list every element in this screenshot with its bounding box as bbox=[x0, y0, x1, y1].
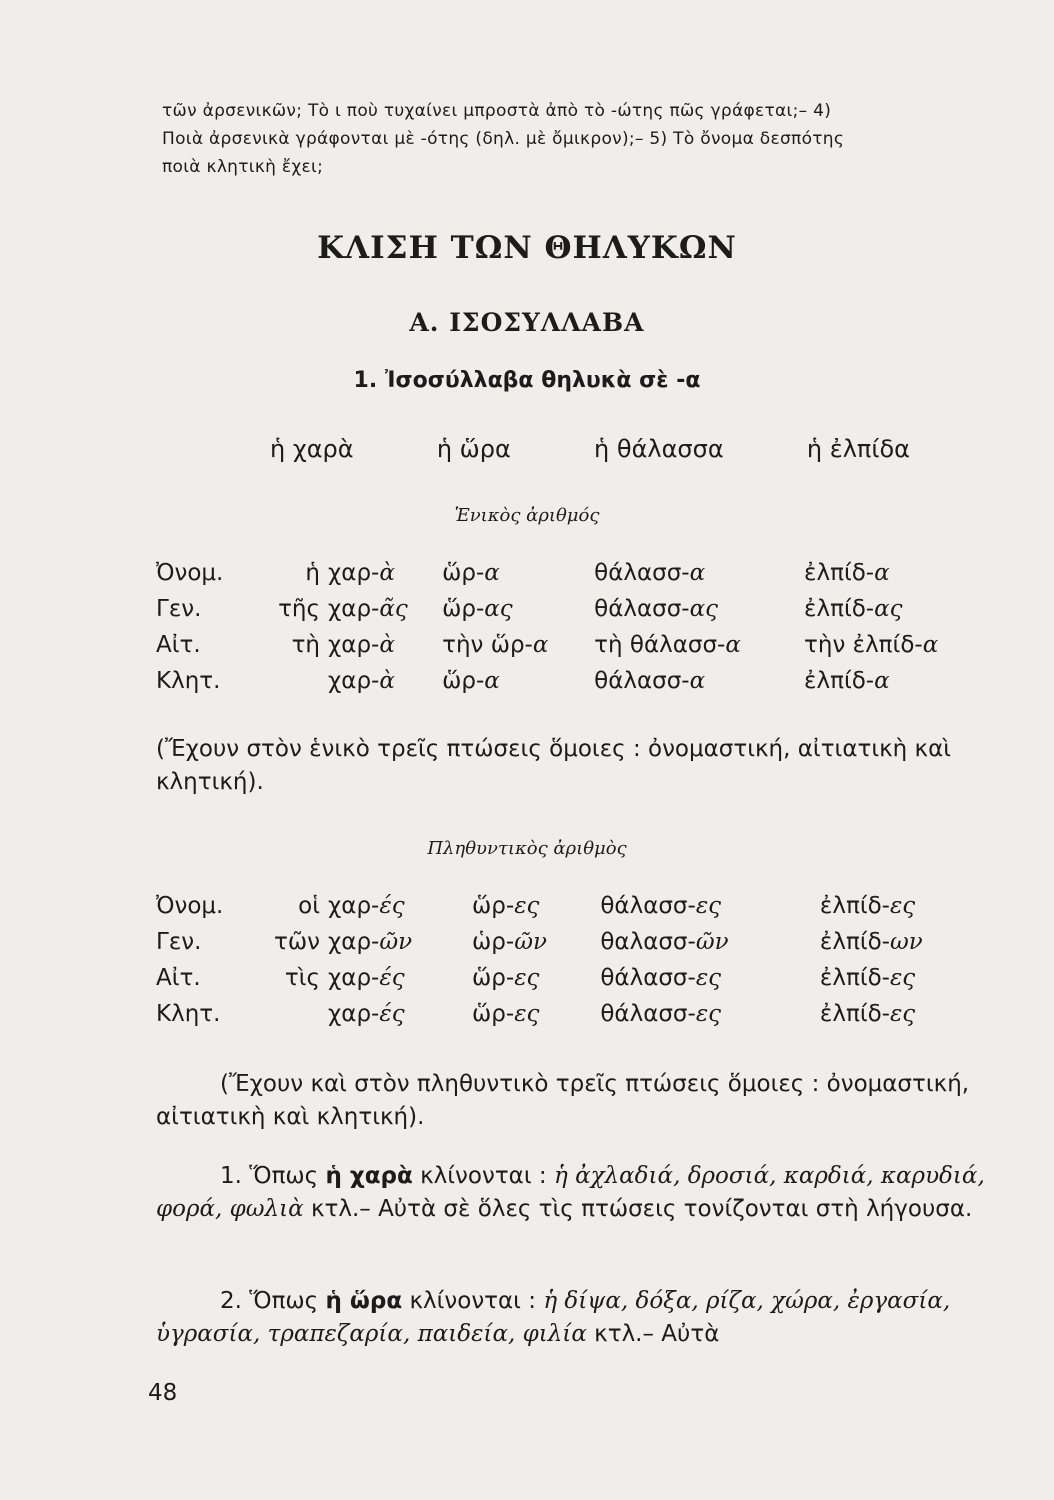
form-col-2 bbox=[442, 627, 594, 663]
stem: θάλασσ- bbox=[600, 1001, 696, 1027]
plural-table bbox=[156, 888, 996, 1032]
case-label: Ὀνομ. bbox=[156, 893, 224, 919]
stem: ἐλπίδ- bbox=[819, 929, 890, 955]
ending: ες bbox=[514, 1001, 540, 1027]
rule-model: ἡ χαρὰ bbox=[325, 1163, 413, 1189]
rule-paragraph-2 bbox=[156, 1285, 986, 1351]
rule-tail: κτλ.– Αὐτὰ bbox=[594, 1321, 720, 1347]
plural-note: (Ἔχουν καὶ στὸν πληθυντικὸ τρεῖς πτώσεις ὅμοιες : ὀνομαστική, αἰτιατικὴ καὶ κλητική). bbox=[156, 1071, 970, 1130]
declension-row bbox=[156, 996, 996, 1032]
ending: α bbox=[874, 560, 890, 586]
ending: ες bbox=[889, 1001, 916, 1027]
form-col-3 bbox=[594, 663, 804, 699]
ending: ές bbox=[379, 893, 405, 919]
article: τῆς bbox=[278, 596, 320, 622]
rule-verb: κλίνονται : bbox=[409, 1288, 537, 1314]
stem: ὥρ- bbox=[442, 560, 485, 586]
form-col-4 bbox=[820, 960, 996, 996]
stem: ἐλπίδ- bbox=[819, 965, 890, 991]
article bbox=[268, 663, 328, 699]
example-noun: ἡ ἐλπίδα bbox=[806, 435, 910, 463]
article: τῶν bbox=[274, 929, 320, 955]
stem: χαρ- bbox=[328, 965, 380, 991]
declension-row bbox=[156, 888, 996, 924]
example-noun: ἡ χαρὰ bbox=[270, 435, 354, 463]
rule-words: ἡ ἀχλαδιά, δροσιά, καρδιά, καρυδιά, φορά, φωλιὰ bbox=[156, 1163, 985, 1222]
rule-lead: 1. Ὅπως bbox=[220, 1163, 319, 1189]
chapter-title: ΚΛΙΣΗ ΤΩΝ ΘΗΛΥΚΩΝ bbox=[317, 230, 737, 266]
stem: ἐλπίδ- bbox=[804, 596, 875, 622]
case-label: Κλητ. bbox=[156, 668, 221, 694]
ending: ῶν bbox=[695, 929, 729, 955]
form-col-4 bbox=[804, 555, 996, 591]
ending: ῶν bbox=[514, 929, 547, 955]
stem: ἐλπίδ- bbox=[819, 1001, 890, 1027]
form-col-2 bbox=[442, 663, 594, 699]
rule-words: ἡ δίψα, δόξα, ρίζα, χώρα, ἐργασία, ὑγρασία, τραπεζαρία, παιδεία, φιλία bbox=[156, 1288, 951, 1347]
form-col-1 bbox=[328, 591, 442, 627]
form-col-1 bbox=[328, 555, 442, 591]
stem: θάλασσ- bbox=[629, 632, 726, 658]
plural-caption: Πληθυντικὸς ἀριθμὸς bbox=[427, 838, 627, 859]
form-col-3 bbox=[600, 888, 820, 924]
ending: ές bbox=[379, 1001, 405, 1027]
ending: ες bbox=[889, 893, 916, 919]
form-col-3 bbox=[600, 924, 820, 960]
stem: ὥρ- bbox=[472, 1001, 515, 1027]
ending: ὰ bbox=[379, 668, 395, 694]
ending: ες bbox=[514, 893, 540, 919]
ending: ᾶς bbox=[379, 596, 408, 622]
section-heading: 1. Ἰσοσύλλαβα θηλυκὰ σὲ -α bbox=[353, 368, 701, 393]
declension-row bbox=[156, 627, 996, 663]
ending: α bbox=[874, 668, 890, 694]
form-col-3 bbox=[600, 996, 820, 1032]
stem: ἐλπίδ- bbox=[819, 893, 890, 919]
ending: ων bbox=[889, 929, 923, 955]
stem: χαρ- bbox=[328, 596, 380, 622]
ending: ες bbox=[695, 893, 722, 919]
form-col-2 bbox=[472, 924, 600, 960]
form-col-4 bbox=[820, 996, 996, 1032]
form-col-1 bbox=[328, 996, 472, 1032]
rule-lead: 2. Ὅπως bbox=[220, 1288, 319, 1314]
ending: ὰ bbox=[379, 560, 395, 586]
ending: ας bbox=[874, 596, 903, 622]
ending: ές bbox=[379, 965, 405, 991]
intro-line: Ποιὰ ἀρσενικὰ γράφονται μὲ -ότης (δηλ. μὲ ὄμικρον);– 5) Τὸ ὄνομα δεσπότης bbox=[162, 129, 845, 149]
form-col-4 bbox=[804, 663, 996, 699]
case-label: Γεν. bbox=[156, 929, 202, 955]
intro-line: τῶν ἀρσενικῶν; Τὸ ι ποὺ τυχαίνει μπροστὰ ἀπὸ τὸ -ώτης πῶς γράφεται;– 4) bbox=[162, 101, 832, 121]
declension-row bbox=[156, 591, 996, 627]
article: τὴν bbox=[442, 632, 484, 658]
rule-paragraph-1 bbox=[156, 1160, 986, 1226]
stem: χαρ- bbox=[328, 560, 380, 586]
stem: χαρ- bbox=[328, 632, 380, 658]
example-noun: ἡ ὥρα bbox=[436, 435, 511, 463]
form-col-1 bbox=[328, 960, 472, 996]
case-label: Αἰτ. bbox=[156, 632, 201, 658]
ending: ῶν bbox=[379, 929, 413, 955]
ending: ες bbox=[514, 965, 540, 991]
ending: α bbox=[484, 668, 500, 694]
intro-line: ποιὰ κλητικὴ ἔχει; bbox=[162, 157, 324, 177]
ending: ες bbox=[889, 965, 916, 991]
declension-row bbox=[156, 924, 996, 960]
declension-row bbox=[156, 960, 996, 996]
rule-model: ἡ ὥρα bbox=[325, 1288, 403, 1314]
stem: ὥρ- bbox=[442, 596, 485, 622]
ending: α bbox=[922, 632, 939, 658]
form-col-3 bbox=[594, 555, 804, 591]
form-col-3 bbox=[600, 960, 820, 996]
page-number: 48 bbox=[148, 1380, 178, 1406]
stem: ὥρ- bbox=[472, 965, 515, 991]
form-col-2 bbox=[442, 555, 594, 591]
ending: ας bbox=[689, 596, 719, 622]
form-col-4 bbox=[820, 924, 996, 960]
stem: ἐλπίδ- bbox=[852, 632, 923, 658]
stem: θάλασσ- bbox=[600, 965, 696, 991]
ending: ὰ bbox=[379, 632, 395, 658]
intro-paragraph bbox=[162, 97, 1002, 181]
case-label: Ὀνομ. bbox=[156, 560, 224, 586]
form-col-3 bbox=[594, 591, 804, 627]
form-col-2 bbox=[472, 960, 600, 996]
form-col-1 bbox=[328, 663, 442, 699]
rule-verb: κλίνονται : bbox=[420, 1163, 547, 1189]
form-col-3 bbox=[594, 627, 804, 663]
ending: α bbox=[689, 560, 706, 586]
form-col-2 bbox=[442, 591, 594, 627]
form-col-1 bbox=[328, 627, 442, 663]
ending: ες bbox=[695, 1001, 722, 1027]
stem: θαλασσ- bbox=[600, 929, 696, 955]
ending: ας bbox=[484, 596, 513, 622]
ending: α bbox=[532, 632, 549, 658]
stem: θάλασσ- bbox=[594, 668, 690, 694]
stem: ὥρ- bbox=[490, 632, 533, 658]
declension-row bbox=[156, 555, 996, 591]
form-col-1 bbox=[328, 888, 472, 924]
stem: ὥρ- bbox=[442, 668, 485, 694]
stem: θάλασσ- bbox=[594, 560, 690, 586]
ending: ες bbox=[695, 965, 722, 991]
form-col-2 bbox=[472, 996, 600, 1032]
stem: ὡρ- bbox=[472, 929, 515, 955]
form-col-1 bbox=[328, 924, 472, 960]
article: τὴ bbox=[291, 632, 320, 658]
form-col-4 bbox=[804, 591, 996, 627]
example-nouns bbox=[270, 435, 910, 463]
article: τὴ bbox=[594, 632, 623, 658]
ending: α bbox=[484, 560, 500, 586]
stem: χαρ- bbox=[328, 893, 380, 919]
singular-note: (Ἔχουν στὸν ἑνικὸ τρεῖς πτώσεις ὅμοιες : ὀνομαστική, αἰτιατικὴ καὶ κλητική). bbox=[156, 736, 952, 795]
form-col-4 bbox=[820, 888, 996, 924]
form-col-2 bbox=[472, 888, 600, 924]
form-col-4 bbox=[804, 627, 996, 663]
article: οἱ bbox=[298, 893, 320, 919]
stem: ὥρ- bbox=[472, 893, 515, 919]
declension-row bbox=[156, 663, 996, 699]
case-label: Κλητ. bbox=[156, 1001, 221, 1027]
stem: θάλασσ- bbox=[600, 893, 696, 919]
case-label: Αἰτ. bbox=[156, 965, 201, 991]
article: ἡ bbox=[305, 560, 320, 586]
stem: θάλασσ- bbox=[594, 596, 690, 622]
ending: α bbox=[689, 668, 706, 694]
article: τὶς bbox=[284, 965, 320, 991]
singular-caption: Ἑνικὸς ἀριθμός bbox=[454, 505, 600, 526]
singular-table bbox=[156, 555, 996, 699]
ending: α bbox=[725, 632, 741, 658]
example-noun: ἡ θάλασσα bbox=[594, 435, 724, 463]
stem: χαρ- bbox=[328, 668, 380, 694]
rule-tail: κτλ.– Αὐτὰ σὲ ὅλες τὶς πτώσεις τονίζονται στὴ λήγουσα. bbox=[310, 1196, 973, 1222]
stem: ἐλπίδ- bbox=[804, 560, 875, 586]
case-label: Γεν. bbox=[156, 596, 202, 622]
chapter-subtitle: Α. ΙΣΟΣΥΛΛΑΒΑ bbox=[409, 308, 645, 337]
stem: ἐλπίδ- bbox=[804, 668, 875, 694]
article: τὴν bbox=[804, 632, 846, 658]
stem: χαρ- bbox=[328, 1001, 380, 1027]
stem: χαρ- bbox=[328, 929, 380, 955]
article bbox=[268, 996, 328, 1032]
